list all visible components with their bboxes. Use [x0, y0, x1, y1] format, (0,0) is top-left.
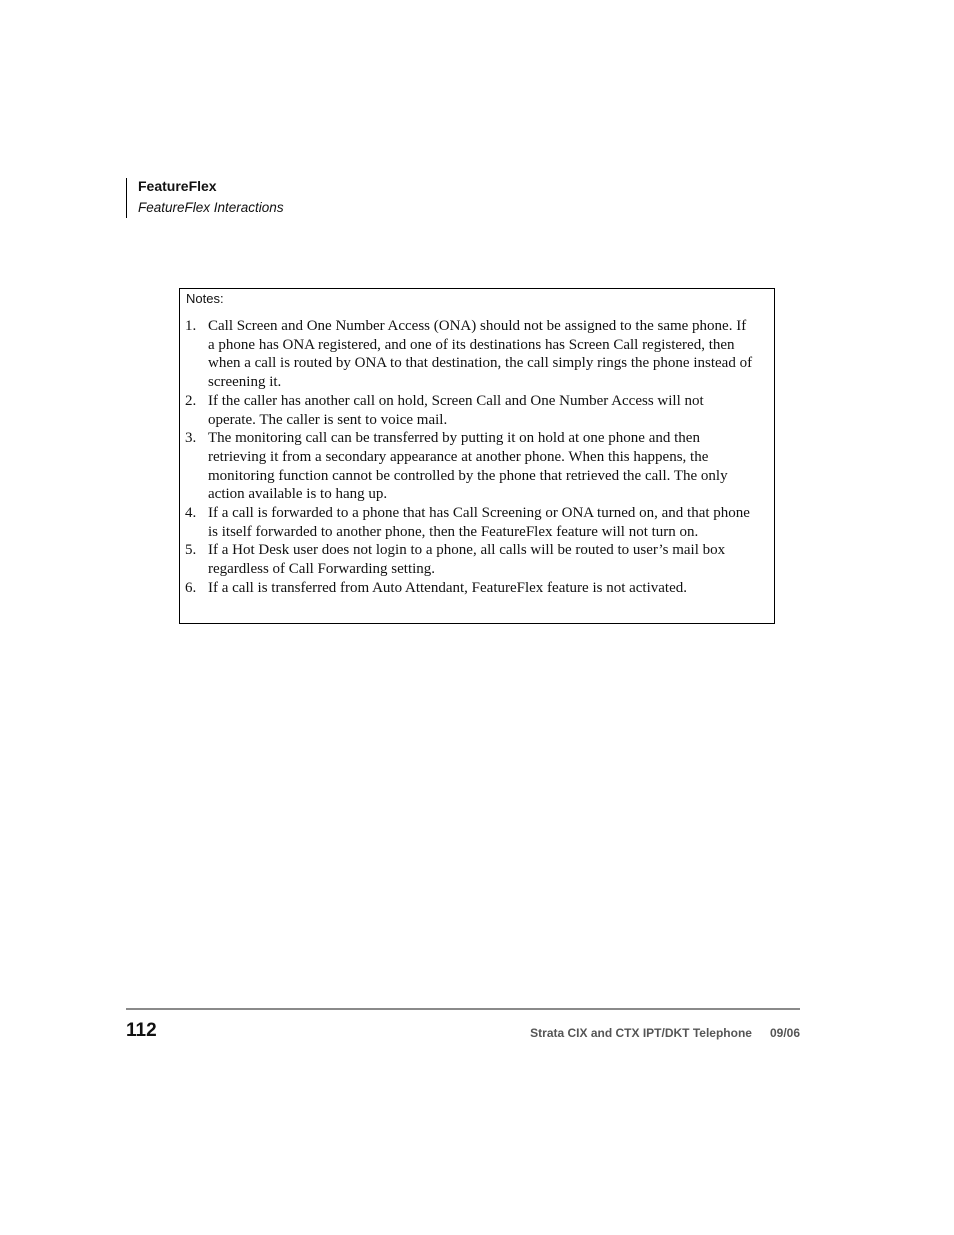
note-text: If a call is transferred from Auto Attendant, FeatureFlex feature is not activated. [208, 579, 687, 596]
note-number: 6. [185, 579, 197, 596]
publication-date: 09/06 [769, 1026, 800, 1040]
note-number: 1. [185, 318, 197, 334]
note-number: 3. [185, 430, 197, 447]
section-title: FeatureFlex Interactions [138, 200, 284, 215]
footer-text [530, 1025, 800, 1041]
publication-title: Strata CIX and CTX IPT/DKT Telephone [530, 1026, 752, 1040]
note-item [185, 392, 755, 429]
note-number: 4. [185, 505, 197, 522]
note-item [185, 429, 755, 504]
notes-label: Notes: [186, 291, 224, 306]
notes-box [179, 288, 775, 624]
note-text: If the caller has another call on hold, Screen Call and One Number Access will not operate. The caller is sent to voice mail. [208, 392, 704, 428]
note-item [185, 317, 755, 392]
chapter-title: FeatureFlex [138, 178, 217, 194]
note-item [185, 579, 755, 598]
header-rule [126, 178, 127, 218]
note-text: Call Screen and One Number Access (ONA) should not be assigned to the same phone. If a phone has ONA registered, and one of its destinations has Screen Call registered, then when a call is routed by ONA to that destination, the call simply rings the phone instead of screening it. [208, 318, 753, 391]
page-number: 112 [126, 1020, 157, 1041]
note-item [185, 504, 755, 541]
notes-list [185, 317, 755, 598]
note-item [185, 541, 755, 578]
note-number: 2. [185, 392, 197, 409]
note-text: The monitoring call can be transferred by putting it on hold at one phone and then retrieving it from a secondary appearance at another phone. When this happens, the monitoring function cannot be controlled by the phone that retrieved the call. The only action available is to hang up. [208, 430, 728, 503]
note-text: If a Hot Desk user does not login to a phone, all calls will be routed to user’s mail box regardless of Call Forwarding setting. [208, 542, 726, 578]
note-number: 5. [185, 542, 197, 559]
footer-rule [126, 1008, 800, 1010]
note-text: If a call is forwarded to a phone that has Call Screening or ONA turned on, and that phone is itself forwarded to another phone, then the FeatureFlex feature will not turn on. [208, 505, 750, 540]
